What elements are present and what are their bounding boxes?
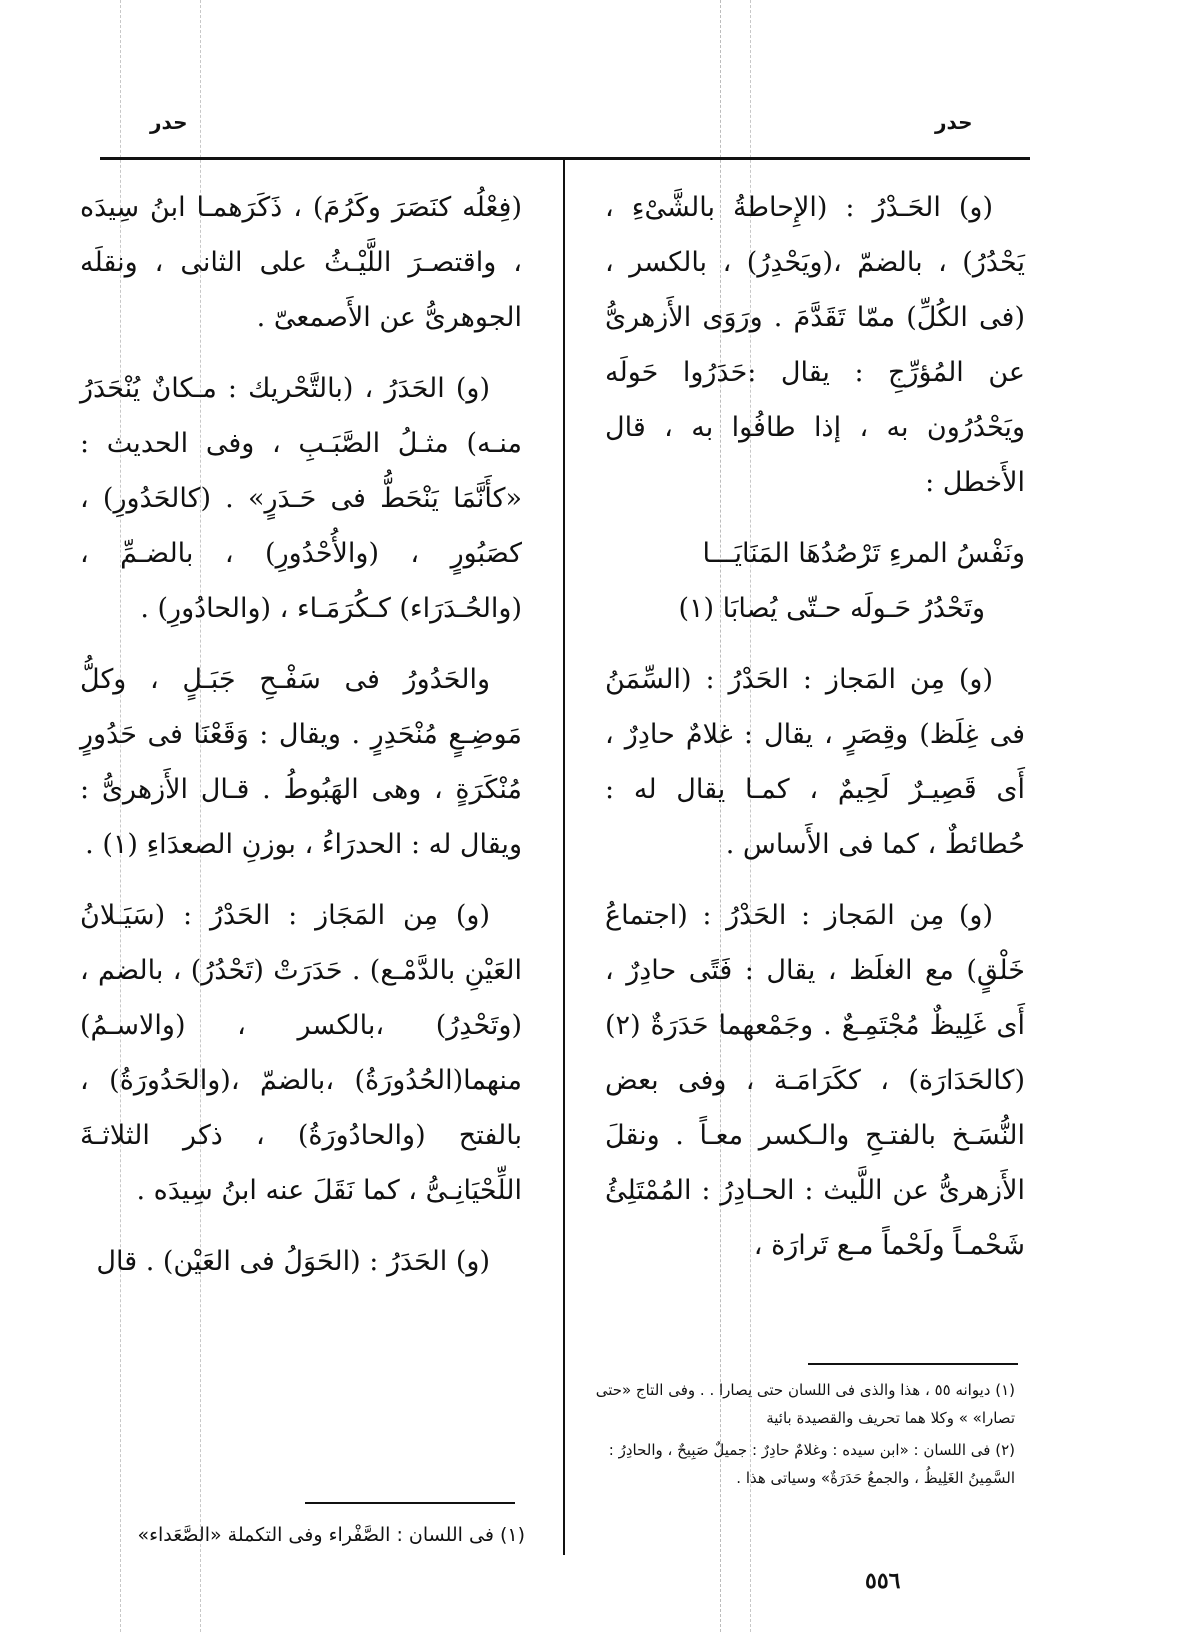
- verse-line: وتَحْدُرُ حَـولَه حـتّى يُصابَا (١): [678, 593, 985, 624]
- entry-paragraph: (و) مِن المَجاز : الحَدْرُ : (السِّمَنُ فى غِلَظ) وقِصَرٍ ، يقال : غلامٌ حادِرٌ ، أَى قَصِيـرٌ لَحِيمٌ ، كمـا يقال له : حُطائطٌ ، كما فى الأَساس .: [605, 664, 1025, 860]
- page-number: ٥٥٦: [865, 1568, 901, 1594]
- left-column: [80, 180, 522, 1305]
- entry-paragraph: والحَدُورُ فى سَفْـحِ جَبَـلٍ ، وكلُّ مَوضِـعٍ مُنْحَدِرٍ . ويقال : وَقَعْنَا فى حَدُورٍ مُنْكَرَةٍ ، وهى الهَبُوطُ . قـال الأَزهرىُّ : ويقال له : الحدرَاءُ ، بوزنِ الصعدَاءِ (١) .: [80, 664, 522, 860]
- right-column: [605, 180, 1025, 1289]
- footnote-rule: [808, 1363, 1018, 1365]
- entry-paragraph: (فِعْلُه كنَصَرَ وكَرُمَ) ، ذَكَرَهمـا ابنُ سِيدَه ، واقتصـرَ اللَّيْـثُ على الثانى ، ونقلَه الجوهرىُّ عن الأَصمعىّ .: [80, 192, 522, 333]
- entry-paragraph: (و) الحَـدْرُ : (الإِحاطةُ بالشَّىْءِ ، يَحْدُرُ) ، بالضمّ ،(ويَحْدِرُ) ، بالكسر ، (فى الكُلِّ) ممّا تَقَدَّمَ . ورَوَى الأَزهرىُّ عن المُؤرِّجِ : يقال :حَدَرُوا حَولَه ويَحْدُرُون به ، إذا طافُوا به ، قال الأَخطل :: [605, 192, 1025, 498]
- header-rule: [100, 157, 1030, 160]
- entry-paragraph: (و) مِن المَجاز : الحَدْرُ : (اجتماعُ خَلْقٍ) مع الغلَظ ، يقال : فَتًى حادِرٌ ، أَى غَلِيظٌ مُجْتَمِـعٌ . وجَمْعهما حَدَرَةٌ (٢) (كالحَدَارَة) ، ككَرَامَـة ، وفى بعض النُّسَـخ بالفتـحِ والـكسر معـاً . ونقلَ الأَزهرىُّ عن اللَّيث : الحـادِرُ : المُمْتَلِئُ شَحْمـاً ولَحْماً مـع تَرارَة ،: [605, 900, 1025, 1261]
- verse-block: [605, 526, 1025, 636]
- running-header-right: حدر: [935, 110, 973, 134]
- footnote: (٢) فى اللسان : «ابن سيده : وغلامٌ حادِرٌ : جميلٌ صَبِيحٌ ، والحادِرُ : السَّمِينُ الغَلِيظُ ، والجمعُ حَدَرَةٌ» وسياتى هذا .: [608, 1441, 1015, 1487]
- footnotes-left: [75, 1520, 525, 1554]
- footnote-rule: [305, 1502, 515, 1504]
- footnote: (١) ديوانه ٥٥ ، هذا والذى فى اللسان حتى يصارا . . وفى التاج «حتى تصارا» » وكلا هما تحريف والقصيدة بائية: [595, 1381, 1015, 1427]
- column-divider: [563, 160, 565, 1555]
- entry-paragraph: (و) الحَدَرُ : (الحَوَلُ فى العَيْن) . قال: [96, 1246, 490, 1277]
- verse-line: ونَفْسُ المرءِ تَرْصُدُهَا المَنَايَـــا: [702, 538, 1025, 569]
- running-header-left: حدر: [150, 110, 188, 134]
- entry-paragraph: (و) مِن المَجَاز : الحَدْرُ : (سَيَـلانُ العَيْنِ بالدَّمْـع) . حَدَرَتْ (تَحْدُرُ) ، بالضم ، (وتَحْدِرُ) ،بالكسر ، (والاسـمُ) منهما(الحُدُورَةُ) ،بالضمّ ،(والحَدُورَةُ) ، بالفتح (والحادُورَةُ) ، ذكر الثلاثـةَ اللِّحْيَانِـىُّ ، كما نَقَلَ عنه ابنُ سِيدَه .: [80, 900, 522, 1206]
- entry-paragraph: (و) الحَدَرُ ، (بالتَّحْريك : مـكانٌ يُنْحَدَرُ منـه) مثـلُ الصَّبَـبِ ، وفى الحديث : «كأَنَّمَا يَنْحَطُّ فى حَـدَرٍ» . (كالحَدُورِ) ، كصَبُورٍ ، (والأُحْدُورِ) ، بالضـمِّ ، (والحُـدَرَاء) كـكُرَمَـاء ، (والحادُورِ) .: [80, 373, 522, 624]
- footnote: (١) فى اللسان : الصَّفْراء وفى التكملة «الصَّعَداء»: [137, 1524, 525, 1546]
- footnotes-right: [585, 1376, 1015, 1496]
